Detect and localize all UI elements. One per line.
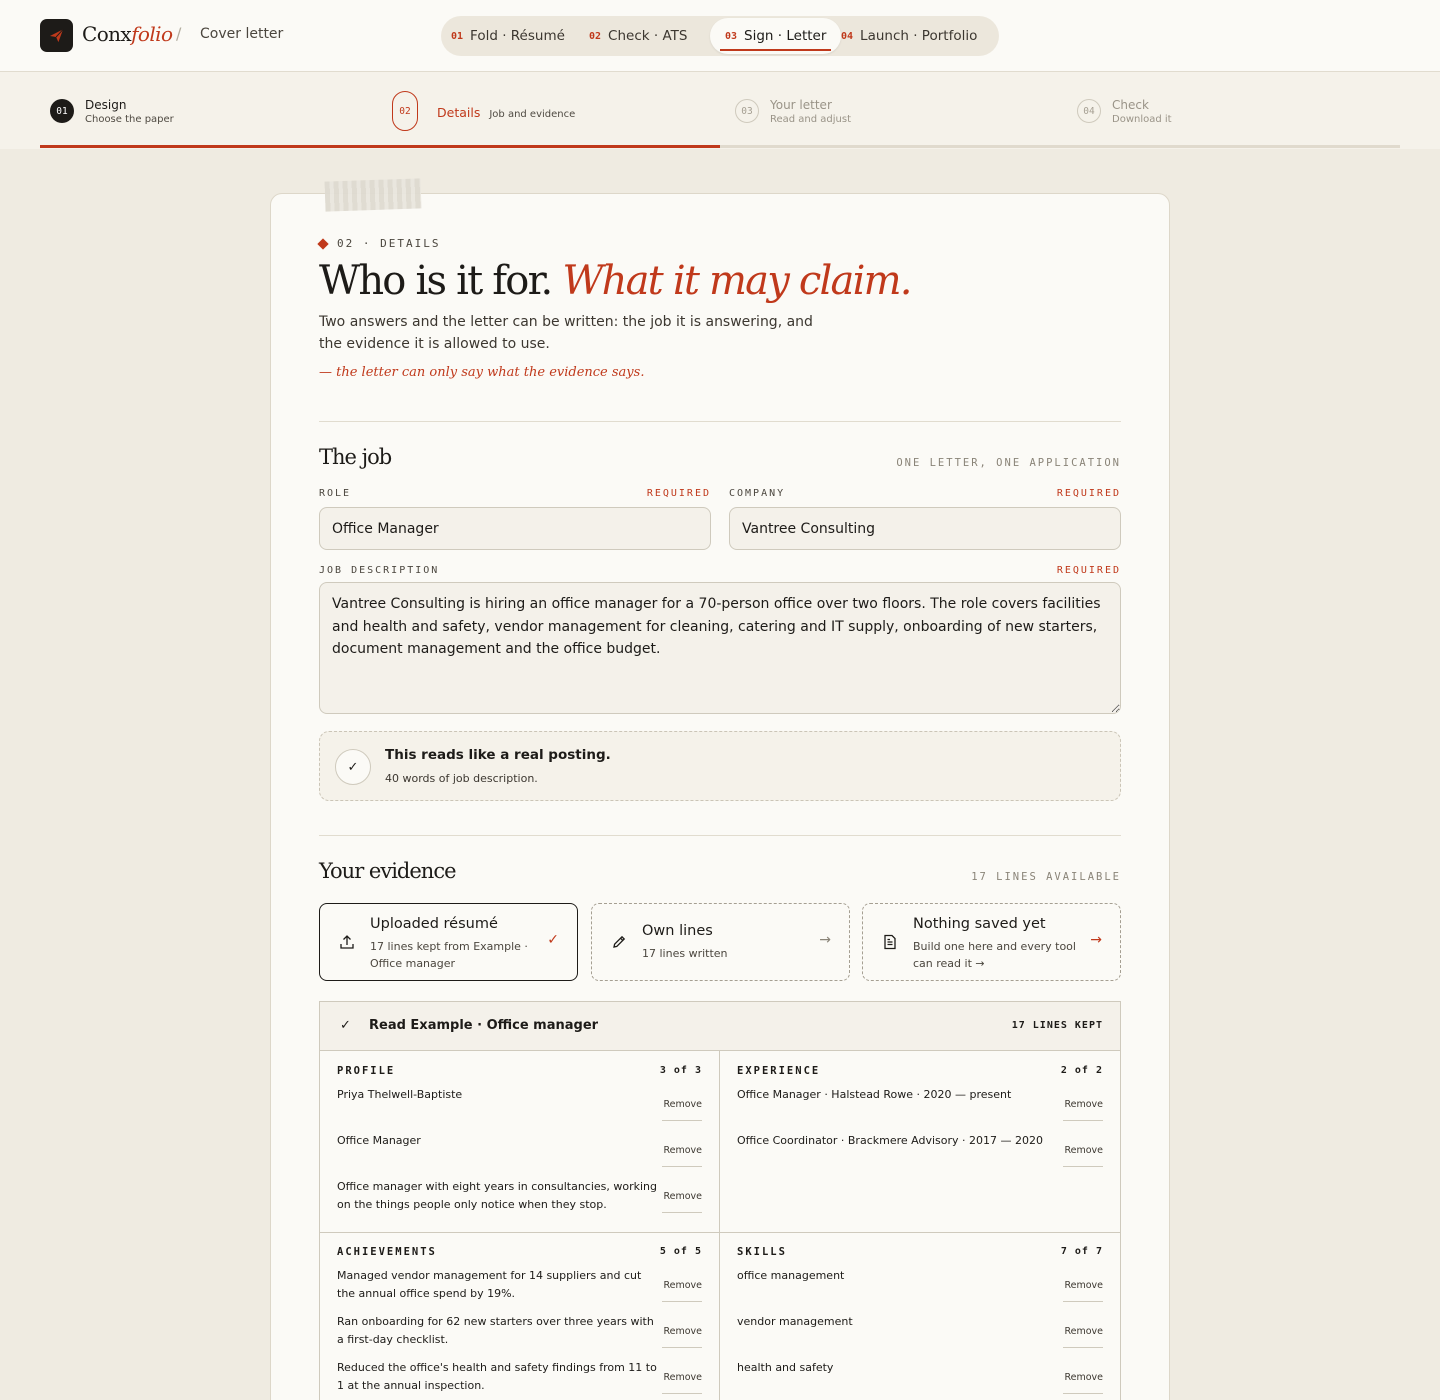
evidence-line: Office Coordinator · Brackmere Advisory · 2017 — 2020 [737, 1134, 1043, 1147]
resume-lines-panel [319, 1001, 1121, 1400]
progress-fill [40, 145, 720, 148]
breadcrumb: Cover letter [200, 26, 284, 42]
group-title-profile: PROFILE [337, 1065, 396, 1077]
row-rule [662, 1120, 702, 1121]
checkmark-icon: ✓ [547, 932, 559, 948]
group-title-achievements: ACHIEVEMENTS [337, 1246, 437, 1258]
check-icon: ✓ [340, 1018, 351, 1033]
evidence-line: office management [737, 1269, 845, 1282]
remove-button[interactable]: Remove [1064, 1326, 1103, 1337]
group-count-experience: 2 of 2 [1060, 1065, 1103, 1076]
group-count-achievements: 5 of 5 [659, 1246, 702, 1257]
step-number: 03 [735, 99, 759, 123]
company-input[interactable] [729, 507, 1121, 550]
row-rule [662, 1347, 702, 1348]
progress-bar [40, 145, 1400, 148]
tool-tab-ats[interactable]: 02 Check · ATS [589, 28, 688, 44]
remove-button[interactable]: Remove [663, 1191, 702, 1202]
job-description-label: JOB DESCRIPTION [319, 565, 440, 576]
role-required: REQUIRED [646, 488, 711, 499]
evidence-section-meta: 17 LINES AVAILABLE [971, 871, 1121, 883]
evidence-line: Office Manager · Halstead Rowe · 2020 — present [737, 1088, 1012, 1101]
page-title: Who is it for. What it may claim. [319, 258, 911, 304]
step-design[interactable]: 01 Design Choose the paper [50, 91, 174, 131]
remove-button[interactable]: Remove [663, 1326, 702, 1337]
logo[interactable] [40, 19, 73, 52]
tool-tab-letter[interactable]: 03 Sign · Letter [710, 18, 841, 54]
top-bar [0, 0, 1440, 72]
row-rule [662, 1301, 702, 1302]
breadcrumb-separator: / [176, 24, 182, 43]
tape-decoration [325, 178, 422, 211]
step-number: 02 [392, 91, 418, 131]
step-details[interactable]: 02 Details Job and evidence [392, 91, 575, 131]
panel-count: 17 LINES KEPT [1011, 1020, 1103, 1031]
upload-icon [337, 932, 357, 952]
handwritten-note: — the letter can only say what the evidence says. [319, 365, 645, 380]
pencil-icon [609, 932, 629, 952]
evidence-line: Reduced the office's health and safety findings from 11 to 1 at the annual inspection. [337, 1361, 657, 1392]
job-section-meta: ONE LETTER, ONE APPLICATION [896, 457, 1121, 469]
row-rule [662, 1393, 702, 1394]
evidence-line: Office Manager [337, 1134, 421, 1147]
tool-tab-portfolio[interactable]: 04 Launch · Portfolio [841, 28, 978, 44]
role-input[interactable] [319, 507, 711, 550]
remove-button[interactable]: Remove [663, 1280, 702, 1291]
row-rule [1063, 1347, 1103, 1348]
divider [319, 835, 1121, 836]
group-title-experience: EXPERIENCE [737, 1065, 821, 1077]
arrow-right-icon: → [1090, 932, 1102, 948]
remove-button[interactable]: Remove [663, 1145, 702, 1156]
company-required: REQUIRED [1056, 488, 1121, 499]
section-eyebrow: 02 · DETAILS [319, 237, 440, 250]
paper-plane-icon [49, 28, 64, 43]
row-rule [662, 1166, 702, 1167]
group-count-skills: 7 of 7 [1060, 1246, 1103, 1257]
remove-button[interactable]: Remove [663, 1372, 702, 1383]
row-rule [1063, 1166, 1103, 1167]
source-nothing-saved[interactable]: Nothing saved yet Build one here and every tool can read it → → [862, 903, 1121, 981]
tool-tab-resume[interactable]: 01 Fold · Résumé [451, 28, 565, 44]
tool-switcher [441, 16, 999, 56]
evidence-line: Office manager with eight years in consultancies, working on the things people only notice when they stop. [337, 1180, 658, 1211]
step-check[interactable]: 04 Check Download it [1077, 91, 1172, 131]
group-count-profile: 3 of 3 [659, 1065, 702, 1076]
row-rule [1063, 1120, 1103, 1121]
evidence-line: Priya Thelwell-Baptiste [337, 1088, 463, 1101]
column-divider [719, 1051, 720, 1400]
brand-name[interactable]: Conxfolio [82, 22, 173, 46]
remove-button[interactable]: Remove [1064, 1099, 1103, 1110]
job-section-title: The job [319, 445, 392, 469]
page-lede: Two answers and the letter can be written: the job it is answering, and the evidence it is allowed to use. [319, 314, 813, 352]
group-title-skills: SKILLS [737, 1246, 787, 1258]
document-icon [880, 932, 900, 952]
evidence-line: Managed vendor management for 14 suppliers and cut the annual office spend by 19%. [337, 1269, 642, 1300]
divider [319, 421, 1121, 422]
remove-button[interactable]: Remove [1064, 1280, 1103, 1291]
step-your-letter[interactable]: 03 Your letter Read and adjust [735, 91, 851, 131]
check-icon: ✓ [335, 749, 371, 785]
row-rule [1063, 1301, 1103, 1302]
step-number: 01 [50, 99, 74, 123]
panel-header [320, 1002, 1120, 1051]
row-rule [1063, 1393, 1103, 1394]
posting-check-detail: 40 words of job description. [385, 772, 538, 785]
company-label: COMPANY [729, 488, 786, 499]
step-number: 04 [1077, 99, 1101, 123]
job-description-required: REQUIRED [1056, 565, 1121, 576]
posting-check-title: This reads like a real posting. [385, 747, 611, 763]
evidence-line: vendor management [737, 1315, 853, 1328]
remove-button[interactable]: Remove [663, 1099, 702, 1110]
panel-title: Read Example · Office manager [369, 1018, 599, 1033]
source-uploaded-resume[interactable]: Uploaded résumé 17 lines kept from Example · Office manager ✓ [319, 903, 578, 981]
arrow-right-icon: → [819, 932, 831, 948]
row-divider [320, 1232, 1120, 1233]
stepper [0, 72, 1440, 149]
posting-check [319, 731, 1121, 801]
source-own-lines[interactable]: Own lines 17 lines written → [591, 903, 850, 981]
evidence-section-title: Your evidence [319, 859, 456, 883]
evidence-line: health and safety [737, 1361, 834, 1374]
job-description-input[interactable] [319, 582, 1121, 714]
row-rule [662, 1212, 702, 1213]
role-label: ROLE [319, 488, 352, 499]
evidence-line: Ran onboarding for 62 new starters over three years with a first-day checklist. [337, 1315, 654, 1346]
remove-button[interactable]: Remove [1064, 1145, 1103, 1156]
details-card [270, 193, 1170, 1400]
remove-button[interactable]: Remove [1064, 1372, 1103, 1383]
diamond-icon [317, 238, 328, 249]
